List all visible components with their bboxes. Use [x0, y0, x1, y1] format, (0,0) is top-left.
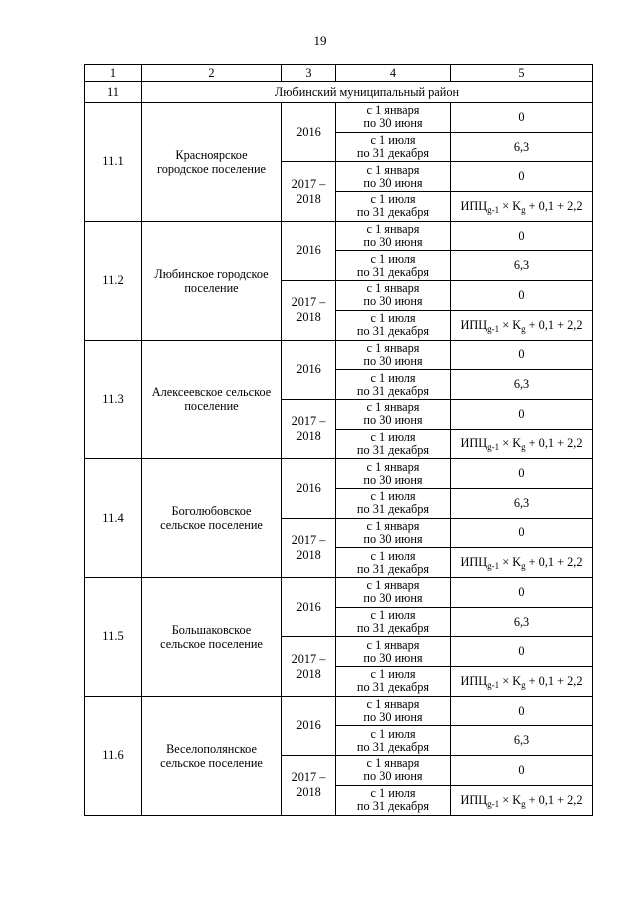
- formula-times: × K: [502, 317, 522, 332]
- formula-cell: [451, 548, 593, 578]
- period-cell: [336, 518, 451, 548]
- period-cell: [336, 548, 451, 578]
- year-start: 2017 –: [291, 414, 326, 429]
- formula-cell: [451, 192, 593, 222]
- settlement-name: [142, 696, 282, 815]
- period-to: по 31 декабря: [356, 146, 430, 161]
- period-cell: [336, 281, 451, 311]
- period-to: по 30 июня: [363, 591, 423, 606]
- year-cell: 2016: [282, 103, 336, 162]
- formula-k-sub: g: [521, 323, 526, 334]
- period-to: по 31 декабря: [356, 383, 430, 398]
- value-cell: 0: [451, 162, 593, 192]
- period-cell: [336, 488, 451, 518]
- year-end: 2018: [296, 429, 321, 444]
- formula-prefix: ИПЦ: [460, 673, 488, 688]
- period-cell: [336, 696, 451, 726]
- header-cell: 3: [282, 65, 336, 82]
- period-to: по 30 июня: [363, 294, 423, 309]
- value-cell: 0: [451, 340, 593, 370]
- period-to: по 30 июня: [363, 175, 423, 190]
- formula-prefix: ИПЦ: [460, 436, 488, 451]
- formula-prefix-sub: g-1: [487, 679, 500, 690]
- district-row: [85, 82, 593, 103]
- value-cell: 0: [451, 103, 593, 133]
- year-cell: [282, 399, 336, 458]
- header-cell: 2: [142, 65, 282, 82]
- settlement-name: [142, 578, 282, 697]
- period-from: с 1 января: [366, 518, 420, 533]
- value-cell: 6,3: [451, 132, 593, 162]
- year-cell: 2016: [282, 578, 336, 637]
- value-cell: 6,3: [451, 726, 593, 756]
- formula-prefix: ИПЦ: [460, 555, 488, 570]
- period-cell: [336, 251, 451, 281]
- period-to: по 30 июня: [363, 116, 423, 131]
- period-cell: [336, 607, 451, 637]
- period-from: с 1 июля: [370, 667, 416, 682]
- settlement-name-line: Веселополянское: [166, 741, 257, 756]
- period-from: с 1 января: [366, 697, 420, 712]
- formula-cell: [451, 785, 593, 815]
- year-cell: 2016: [282, 221, 336, 280]
- year-cell: 2016: [282, 340, 336, 399]
- formula-k-sub: g: [521, 798, 526, 809]
- year-end: 2018: [296, 191, 321, 206]
- formula-suffix: + 0,1 + 2,2: [528, 555, 583, 570]
- value-cell: 6,3: [451, 607, 593, 637]
- year-end: 2018: [296, 666, 321, 681]
- year-end: 2018: [296, 785, 321, 800]
- formula-prefix: ИПЦ: [460, 317, 488, 332]
- settlement-name: [142, 340, 282, 459]
- period-cell: [336, 221, 451, 251]
- year-end: 2018: [296, 547, 321, 562]
- formula-k-sub: g: [521, 442, 526, 453]
- settlement-name-line: Любинское городское: [154, 266, 269, 281]
- formula-prefix-sub: g-1: [487, 204, 500, 215]
- period-to: по 31 декабря: [356, 799, 430, 814]
- period-cell: [336, 103, 451, 133]
- value-cell: 0: [451, 578, 593, 608]
- period-cell: [336, 578, 451, 608]
- settlement-code: 11.5: [85, 578, 142, 697]
- district-code: 11: [85, 82, 142, 103]
- year-cell: [282, 518, 336, 577]
- period-cell: [336, 785, 451, 815]
- period-to: по 31 декабря: [356, 502, 430, 517]
- settlement-name-line: Боголюбовское: [171, 504, 252, 519]
- period-cell: [336, 132, 451, 162]
- period-from: с 1 января: [366, 162, 420, 177]
- period-to: по 31 декабря: [356, 324, 430, 339]
- formula-prefix-sub: g-1: [487, 442, 500, 453]
- year-cell: 2016: [282, 459, 336, 518]
- year-start: 2017 –: [291, 770, 326, 785]
- settlement-row: [85, 340, 593, 370]
- value-cell: 0: [451, 281, 593, 311]
- formula-prefix-sub: g-1: [487, 323, 500, 334]
- settlement-name-line: Алексеевское сельское: [151, 385, 272, 400]
- header-row: [85, 65, 593, 82]
- settlement-name-line: сельское поселение: [160, 518, 263, 533]
- formula-suffix: + 0,1 + 2,2: [528, 317, 583, 332]
- period-from: с 1 июля: [370, 311, 416, 326]
- settlement-name-line: Большаковское: [171, 622, 252, 637]
- value-cell: 0: [451, 518, 593, 548]
- tariff-table: [84, 64, 593, 816]
- settlement-name-line: сельское поселение: [160, 755, 263, 770]
- period-cell: [336, 637, 451, 667]
- formula-k-sub: g: [521, 561, 526, 572]
- formula-prefix-sub: g-1: [487, 561, 500, 572]
- year-cell: 2016: [282, 696, 336, 755]
- period-to: по 31 декабря: [356, 205, 430, 220]
- settlement-name: [142, 459, 282, 578]
- formula-suffix: + 0,1 + 2,2: [528, 436, 583, 451]
- period-to: по 30 июня: [363, 353, 423, 368]
- value-cell: 6,3: [451, 370, 593, 400]
- period-to: по 30 июня: [363, 472, 423, 487]
- period-to: по 30 июня: [363, 769, 423, 784]
- period-from: с 1 июля: [370, 251, 416, 266]
- value-cell: 0: [451, 696, 593, 726]
- period-to: по 30 июня: [363, 650, 423, 665]
- formula-cell: [451, 310, 593, 340]
- period-from: с 1 июля: [370, 726, 416, 741]
- year-end: 2018: [296, 310, 321, 325]
- period-cell: [336, 192, 451, 222]
- value-cell: 0: [451, 459, 593, 489]
- period-from: с 1 июля: [370, 786, 416, 801]
- period-from: с 1 января: [366, 340, 420, 355]
- period-from: с 1 июля: [370, 429, 416, 444]
- period-cell: [336, 459, 451, 489]
- period-to: по 30 июня: [363, 235, 423, 250]
- formula-suffix: + 0,1 + 2,2: [528, 792, 583, 807]
- value-cell: 0: [451, 756, 593, 786]
- year-cell: [282, 756, 336, 815]
- period-from: с 1 января: [366, 222, 420, 237]
- period-cell: [336, 756, 451, 786]
- page-number: 19: [313, 33, 327, 48]
- header-cell: 1: [85, 65, 142, 82]
- year-cell: [282, 162, 336, 221]
- settlement-name-line: поселение: [184, 399, 239, 414]
- period-from: с 1 июля: [370, 370, 416, 385]
- formula-suffix: + 0,1 + 2,2: [528, 198, 583, 213]
- period-to: по 30 июня: [363, 413, 423, 428]
- formula-suffix: + 0,1 + 2,2: [528, 673, 583, 688]
- formula-times: × K: [502, 673, 522, 688]
- formula-cell: [451, 667, 593, 697]
- period-from: с 1 января: [366, 400, 420, 415]
- formula-prefix: ИПЦ: [460, 198, 488, 213]
- value-cell: 6,3: [451, 488, 593, 518]
- formula-times: × K: [502, 555, 522, 570]
- header-cell: 5: [451, 65, 593, 82]
- value-cell: 0: [451, 399, 593, 429]
- settlement-code: 11.2: [85, 221, 142, 340]
- value-cell: 0: [451, 221, 593, 251]
- period-from: с 1 января: [366, 637, 420, 652]
- period-from: с 1 января: [366, 281, 420, 296]
- settlement-name-line: городское поселение: [156, 161, 267, 176]
- settlement-code: 11.1: [85, 103, 142, 222]
- period-to: по 31 декабря: [356, 739, 430, 754]
- settlement-row: [85, 578, 593, 608]
- district-name: Любинский муниципальный район: [142, 82, 593, 103]
- formula-prefix: ИПЦ: [460, 792, 488, 807]
- settlement-code: 11.3: [85, 340, 142, 459]
- formula-cell: [451, 429, 593, 459]
- year-cell: [282, 637, 336, 696]
- period-cell: [336, 310, 451, 340]
- settlement-name-line: Красноярское: [175, 147, 248, 162]
- period-from: с 1 января: [366, 578, 420, 593]
- period-cell: [336, 162, 451, 192]
- year-cell: [282, 281, 336, 340]
- settlement-row: [85, 103, 593, 133]
- value-cell: 0: [451, 637, 593, 667]
- formula-times: × K: [502, 436, 522, 451]
- year-start: 2017 –: [291, 651, 326, 666]
- settlement-row: [85, 221, 593, 251]
- settlement-row: [85, 459, 593, 489]
- settlement-code: 11.6: [85, 696, 142, 815]
- period-from: с 1 июля: [370, 133, 416, 148]
- period-from: с 1 января: [366, 459, 420, 474]
- period-to: по 30 июня: [363, 710, 423, 725]
- formula-prefix-sub: g-1: [487, 798, 500, 809]
- period-to: по 30 июня: [363, 531, 423, 546]
- formula-k-sub: g: [521, 204, 526, 215]
- settlement-name: [142, 103, 282, 222]
- period-cell: [336, 340, 451, 370]
- year-start: 2017 –: [291, 295, 326, 310]
- settlement-row: [85, 696, 593, 726]
- period-from: с 1 января: [366, 103, 420, 118]
- period-to: по 31 декабря: [356, 264, 430, 279]
- period-cell: [336, 726, 451, 756]
- settlement-code: 11.4: [85, 459, 142, 578]
- period-cell: [336, 399, 451, 429]
- settlement-name-line: сельское поселение: [160, 636, 263, 651]
- period-from: с 1 июля: [370, 608, 416, 623]
- formula-times: × K: [502, 792, 522, 807]
- period-from: с 1 июля: [370, 192, 416, 207]
- period-to: по 31 декабря: [356, 680, 430, 695]
- value-cell: 6,3: [451, 251, 593, 281]
- period-to: по 31 декабря: [356, 621, 430, 636]
- formula-times: × K: [502, 198, 522, 213]
- settlement-name-line: поселение: [184, 280, 239, 295]
- period-cell: [336, 667, 451, 697]
- settlement-name: [142, 221, 282, 340]
- period-to: по 31 декабря: [356, 561, 430, 576]
- period-cell: [336, 429, 451, 459]
- period-from: с 1 января: [366, 756, 420, 771]
- year-start: 2017 –: [291, 532, 326, 547]
- period-cell: [336, 370, 451, 400]
- year-start: 2017 –: [291, 176, 326, 191]
- period-to: по 31 декабря: [356, 442, 430, 457]
- period-from: с 1 июля: [370, 548, 416, 563]
- header-cell: 4: [336, 65, 451, 82]
- period-from: с 1 июля: [370, 489, 416, 504]
- formula-k-sub: g: [521, 679, 526, 690]
